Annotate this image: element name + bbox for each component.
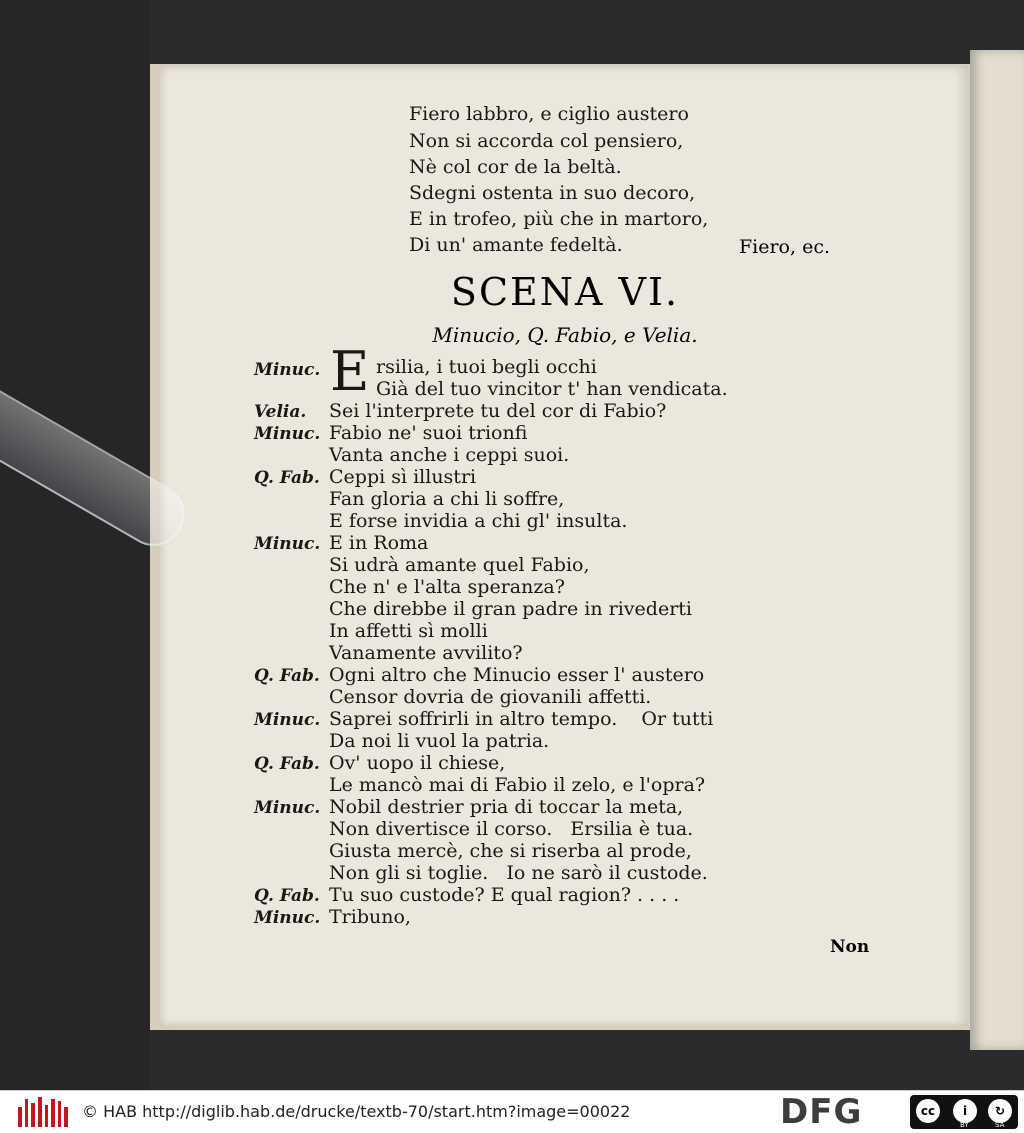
dialogue-line: E in Roma bbox=[329, 532, 429, 554]
background-left bbox=[0, 0, 150, 1090]
dialogue-line: Sei l'interprete tu del cor di Fabio? bbox=[329, 400, 667, 422]
dialogue-line: Che direbbe il gran padre in rivederti bbox=[329, 598, 692, 620]
dialogue-line: Da noi li vuol la patria. bbox=[329, 730, 550, 752]
dialogue-line: Vanamente avvilito? bbox=[329, 642, 523, 664]
dialogue-line: Vanta anche i ceppi suoi. bbox=[329, 444, 570, 466]
by-label: BY bbox=[960, 1121, 969, 1129]
dialogue-line: Non divertisce il corso. Ersilia è tua. bbox=[329, 818, 694, 840]
cc-license-icon[interactable] bbox=[910, 1095, 1018, 1129]
dialogue-line: Non gli si toglie. Io ne sarò il custode. bbox=[329, 862, 708, 884]
poem-line-2: Non si accorda col pensiero, bbox=[409, 130, 684, 152]
sa-label: SA bbox=[995, 1121, 1005, 1129]
by-icon: i bbox=[953, 1099, 977, 1123]
speaker-label: Q. Fab. bbox=[254, 886, 320, 906]
footer-bar bbox=[0, 1090, 1024, 1133]
dialogue-line: Nobil destrier pria di toccar la meta, bbox=[329, 796, 684, 818]
dialogue-line: Già del tuo vincitor t' han vendicata. bbox=[376, 378, 728, 400]
drop-cap: E bbox=[330, 340, 370, 403]
poem-line-4: Sdegni ostenta in suo decoro, bbox=[409, 182, 696, 204]
speaker-label: Q. Fab. bbox=[254, 666, 320, 686]
scene-title: SCENA VI. bbox=[450, 270, 680, 314]
dialogue-line: In affetti sì molli bbox=[329, 620, 488, 642]
dialogue-line: Si udrà amante quel Fabio, bbox=[329, 554, 590, 576]
dialogue-line: Tribuno, bbox=[329, 906, 411, 928]
speaker-label: Q. Fab. bbox=[254, 754, 320, 774]
dialogue-line: Che n' e l'alta speranza? bbox=[329, 576, 565, 598]
speaker-label: Minuc. bbox=[254, 798, 321, 818]
facing-page bbox=[970, 50, 1024, 1050]
poem-line-5: E in trofeo, più che in martoro, bbox=[409, 208, 709, 230]
poem-line-1: Fiero labbro, e ciglio austero bbox=[409, 103, 689, 125]
dfg-logo[interactable]: DFG bbox=[780, 1092, 863, 1132]
dialogue-line: E forse invidia a chi gl' insulta. bbox=[329, 510, 628, 532]
dialogue-line: Tu suo custode? E qual ragion? . . . . bbox=[329, 884, 680, 906]
poem-line-6: Di un' amante fedeltà. bbox=[409, 234, 623, 256]
dialogue-line: Fabio ne' suoi trionfi bbox=[329, 422, 528, 444]
poem-line-3: Nè col cor de la beltà. bbox=[409, 156, 622, 178]
dialogue-line: Censor dovria de giovanili affetti. bbox=[329, 686, 652, 708]
source-link[interactable]: © HAB http://diglib.hab.de/drucke/textb-70/start.htm?image=00022 bbox=[82, 1102, 631, 1121]
poem-refrain: Fiero, ec. bbox=[738, 236, 830, 258]
speaker-label: Minuc. bbox=[254, 360, 321, 380]
dialogue-line: Ov' uopo il chiese, bbox=[329, 752, 506, 774]
sa-icon: ↻ bbox=[988, 1099, 1012, 1123]
dialogue-line: Giusta mercè, che si riserba al prode, bbox=[329, 840, 692, 862]
dialogue-line: Fan gloria a chi li soffre, bbox=[329, 488, 565, 510]
catchword: Non bbox=[830, 937, 870, 957]
speaker-label: Minuc. bbox=[254, 534, 321, 554]
dialogue-line: Le mancò mai di Fabio il zelo, e l'opra? bbox=[329, 774, 706, 796]
speaker-label: Minuc. bbox=[254, 908, 321, 928]
dialogue-line: Ceppi sì illustri bbox=[329, 466, 477, 488]
speaker-label: Minuc. bbox=[254, 424, 321, 444]
dialogue-line: Saprei soffrirli in altro tempo. Or tutti bbox=[329, 708, 714, 730]
hab-logo-icon bbox=[18, 1097, 68, 1127]
speaker-label: Minuc. bbox=[254, 710, 321, 730]
cc-icon: cc bbox=[916, 1099, 940, 1123]
speaker-label: Velia. bbox=[254, 402, 307, 422]
scene-characters: Minucio, Q. Fabio, e Velia. bbox=[432, 323, 698, 347]
speaker-label: Q. Fab. bbox=[254, 468, 320, 488]
dialogue-line: Ogni altro che Minucio esser l' austero bbox=[329, 664, 705, 686]
dialogue-line: rsilia, i tuoi begli occhi bbox=[376, 356, 597, 378]
